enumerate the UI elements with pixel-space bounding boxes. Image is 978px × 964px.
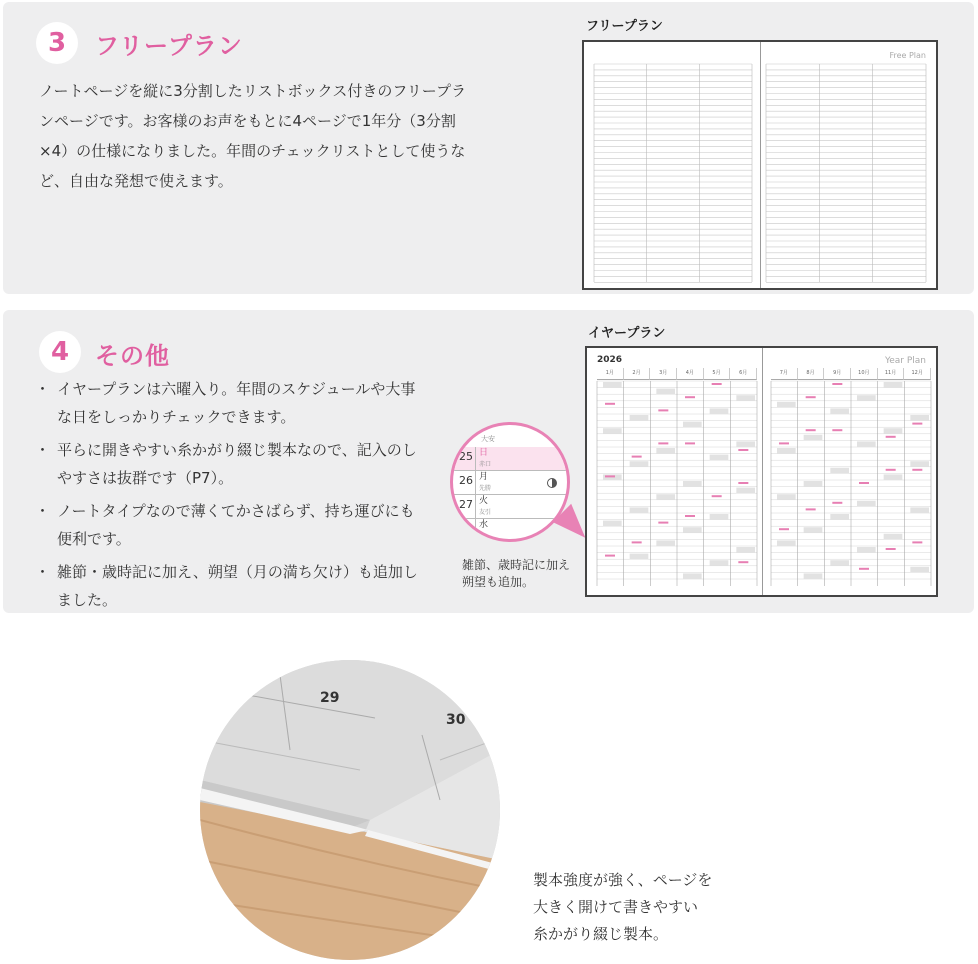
weekend-band: [656, 540, 675, 546]
zoom-row: 水: [479, 520, 489, 530]
feature-item: ・ 雑節・歳時記に加え、朔望（月の満ち欠け）も追加し ました。: [35, 559, 455, 614]
weekend-band: [736, 488, 755, 494]
holiday-mark: [685, 515, 695, 517]
holiday-mark: [912, 541, 922, 543]
weekend-band: [630, 507, 649, 513]
weekend-band: [656, 448, 675, 454]
year-plan-sample-title: イヤープラン: [588, 326, 666, 341]
weekend-band: [884, 382, 903, 388]
page-number-29: 29: [320, 690, 340, 706]
weekend-band: [683, 527, 702, 533]
weekend-band: [777, 402, 796, 408]
weekend-band: [884, 474, 903, 480]
moon-phase-icon: [547, 478, 557, 488]
year-plan-brand: Year Plan: [884, 356, 926, 366]
holiday-mark: [738, 561, 748, 563]
weekend-band: [736, 547, 755, 553]
weekend-band: [683, 422, 702, 428]
weekend-band: [603, 521, 622, 527]
free-plan-sample-page: [582, 40, 938, 290]
zoom-row: 27 火 友引: [453, 495, 567, 519]
weekend-band: [830, 408, 849, 414]
free-plan-description: [39, 76, 466, 196]
weekend-band: [804, 435, 823, 441]
holiday-mark: [632, 456, 642, 458]
feature-list: [35, 376, 455, 620]
weekend-band: [777, 448, 796, 454]
free-plan-ruled-lines: [584, 42, 936, 288]
holiday-mark: [806, 396, 816, 398]
holiday-mark: [912, 423, 922, 425]
weekend-band: [710, 514, 729, 520]
weekend-band: [710, 560, 729, 566]
holiday-mark: [832, 502, 842, 504]
section-other: [3, 310, 974, 613]
weekend-band: [710, 408, 729, 414]
weekend-band: [630, 461, 649, 467]
weekend-band: [884, 428, 903, 434]
free-plan-sample-title: フリープラン: [586, 19, 663, 34]
holiday-mark: [859, 568, 869, 570]
holiday-mark: [806, 508, 816, 510]
section-free-plan: [3, 2, 974, 294]
holiday-mark: [685, 396, 695, 398]
zoom-row: 25 日 赤口: [453, 447, 567, 471]
zoom-detail-circle: [450, 422, 570, 542]
weekend-band: [910, 567, 929, 573]
month-header-left: 1月 2月 3月 4月 5月 6月: [597, 368, 757, 380]
holiday-mark: [658, 522, 668, 524]
holiday-mark: [859, 482, 869, 484]
weekend-band: [857, 501, 876, 507]
section-number-4: 4: [39, 331, 81, 373]
weekend-band: [910, 507, 929, 513]
holiday-mark: [779, 528, 789, 530]
weekend-band: [857, 395, 876, 401]
holiday-mark: [685, 442, 695, 444]
weekend-band: [656, 494, 675, 500]
binding-caption: 製本強度が強く、ページを 大きく開けて書きやすい 糸かがり綴じ製本。: [533, 871, 713, 943]
year-plan-sample-page: [585, 346, 938, 597]
holiday-mark: [605, 475, 615, 477]
zoom-caption: 雑節、歳時記に加え 朔望も追加。: [462, 558, 571, 589]
holiday-mark: [605, 403, 615, 405]
open-notebook-illustration: [200, 660, 500, 960]
weekend-band: [804, 527, 823, 533]
weekend-band: [656, 389, 675, 395]
holiday-mark: [832, 429, 842, 431]
weekend-band: [710, 455, 729, 461]
holiday-mark: [779, 442, 789, 444]
month-header-right: 7月 8月 9月 10月 11月 12月: [771, 368, 931, 380]
holiday-mark: [658, 442, 668, 444]
weekend-band: [857, 441, 876, 447]
section-title-other: その他: [95, 342, 170, 370]
year-plan-grid: [587, 348, 936, 595]
zoom-header-rokuyo: 大安: [481, 435, 495, 443]
weekend-band: [910, 461, 929, 467]
description-line: ノートページを縦に3分割したリストボックス付きのフリープラ: [39, 82, 466, 100]
feature-item: ・ 平らに開きやすい糸かがり綴じ製本なので、記入のし やすさは抜群です（P7）。: [35, 437, 455, 492]
weekend-band: [884, 534, 903, 540]
weekend-band: [736, 441, 755, 447]
feature-item: ・ ノートタイプなので薄くてかさばらず、持ち運びにも 便利です。: [35, 498, 455, 553]
description-line: ×4）の仕様になりました。年間のチェックリストとして使うな: [39, 142, 466, 160]
holiday-mark: [738, 482, 748, 484]
weekend-band: [603, 428, 622, 434]
weekend-band: [830, 560, 849, 566]
holiday-mark: [886, 469, 896, 471]
holiday-mark: [806, 429, 816, 431]
holiday-mark: [738, 449, 748, 451]
weekend-band: [804, 573, 823, 579]
weekend-band: [830, 514, 849, 520]
holiday-mark: [886, 548, 896, 550]
section-title-free-plan: フリープラン: [95, 32, 243, 60]
year-plan-year: 2026: [597, 355, 623, 365]
weekend-band: [630, 554, 649, 560]
weekend-band: [857, 547, 876, 553]
holiday-mark: [632, 541, 642, 543]
holiday-mark: [832, 383, 842, 385]
holiday-mark: [912, 469, 922, 471]
weekend-band: [804, 481, 823, 487]
section-number-3: 3: [36, 22, 78, 64]
holiday-mark: [886, 436, 896, 438]
free-plan-brand: Free Plan: [889, 51, 926, 60]
binding-photo: [200, 660, 500, 960]
holiday-mark: [605, 555, 615, 557]
weekend-band: [683, 481, 702, 487]
weekend-band: [830, 468, 849, 474]
weekend-band: [777, 494, 796, 500]
holiday-mark: [712, 383, 722, 385]
description-line: ど、自由な発想で使えます。: [39, 172, 233, 190]
weekend-band: [910, 415, 929, 421]
weekend-band: [630, 415, 649, 421]
feature-item: ・ イヤープランは六曜入り。年間のスケジュールや大事 な日をしっかりチェックできます。: [35, 376, 455, 431]
page-number-30: 30: [446, 712, 466, 728]
weekend-band: [683, 573, 702, 579]
holiday-mark: [658, 409, 668, 411]
zoom-row: 26 月 先勝: [453, 471, 567, 495]
weekend-band: [777, 540, 796, 546]
weekend-band: [736, 395, 755, 401]
weekend-band: [603, 382, 622, 388]
description-line: ンページです。お客様のお声をもとに4ページで1年分（3分割: [39, 112, 456, 130]
holiday-mark: [712, 495, 722, 497]
